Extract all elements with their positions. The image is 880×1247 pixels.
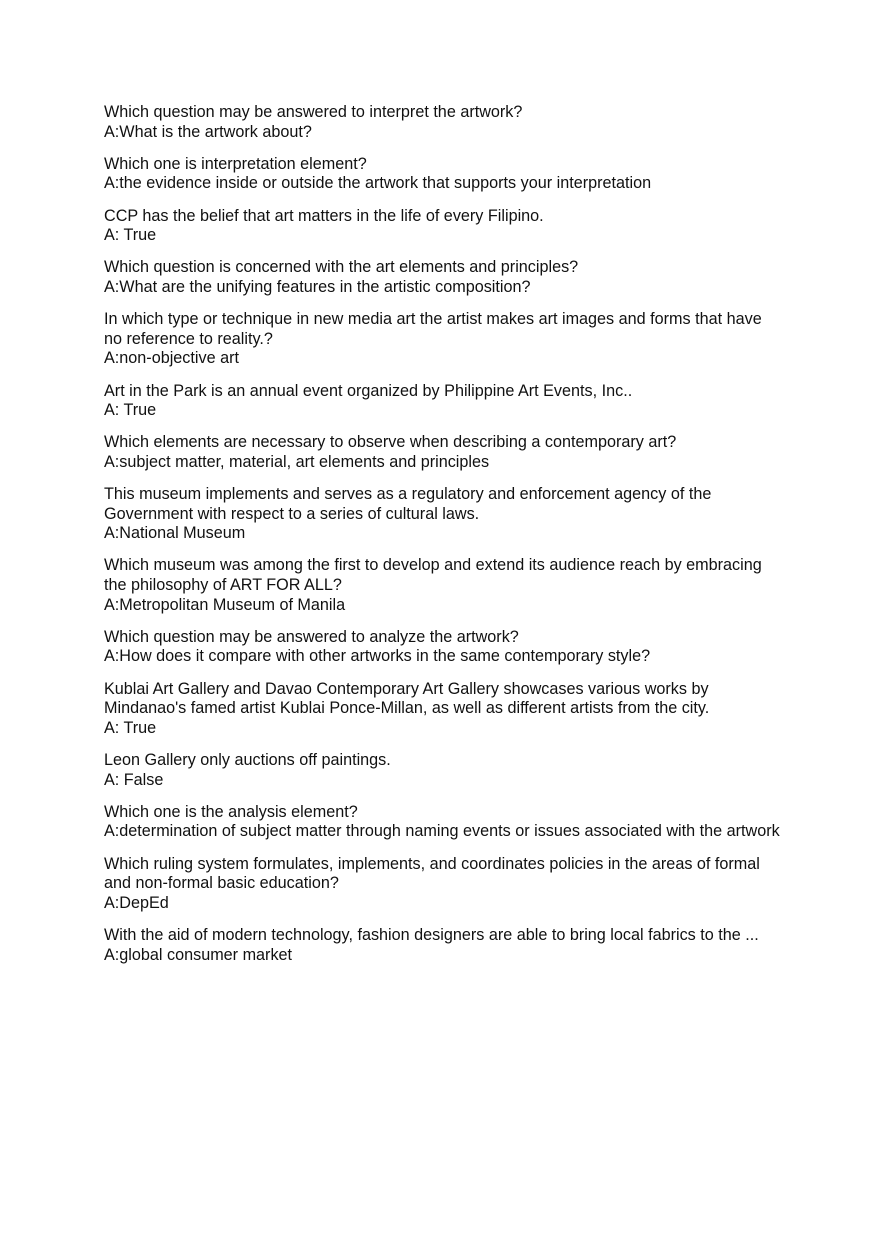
answer-text: A: True — [104, 226, 157, 245]
answer-text: A:What are the unifying features in the artistic composition? — [104, 277, 531, 296]
qa-item-5 — [104, 310, 784, 369]
question-text: CCP has the belief that art matters in the life of every Filipino. — [104, 206, 544, 225]
qa-item-4 — [104, 258, 784, 297]
question-text: Leon Gallery only auctions off paintings. — [104, 750, 391, 769]
answer-text: A:the evidence inside or outside the artwork that supports your interpretation — [104, 174, 652, 193]
qa-item-3 — [104, 207, 784, 246]
question-text: Which one is the analysis element? — [104, 802, 358, 821]
answer-text: A: True — [104, 401, 157, 420]
question-text: Which ruling system formulates, implements, and coordinates policies in the areas of formal and non-formal basic education? — [104, 854, 760, 893]
qa-item-2 — [104, 155, 784, 194]
question-text: Which one is interpretation element? — [104, 154, 367, 173]
question-text: Which museum was among the first to develop and extend its audience reach by embracing the philosophy of ART FOR ALL? — [104, 556, 762, 595]
qa-item-15 — [104, 926, 784, 965]
answer-text: A:National Museum — [104, 524, 246, 543]
qa-item-13 — [104, 803, 784, 842]
qa-item-7 — [104, 433, 784, 472]
qa-item-8 — [104, 485, 784, 544]
qa-item-14 — [104, 855, 784, 914]
answer-text: A: False — [104, 770, 164, 789]
qa-item-11 — [104, 680, 784, 739]
answer-text: A:DepEd — [104, 893, 169, 912]
qa-item-6 — [104, 382, 784, 421]
question-text: Art in the Park is an annual event organized by Philippine Art Events, Inc.. — [104, 381, 633, 400]
question-text: Which question may be answered to analyze the artwork? — [104, 627, 519, 646]
answer-text: A:What is the artwork about? — [104, 122, 312, 141]
question-text: Which question may be answered to interpret the artwork? — [104, 103, 523, 121]
answer-text: A:determination of subject matter through naming events or issues associated with the artwork — [104, 822, 780, 841]
answer-text: A:global consumer market — [104, 945, 293, 964]
question-text: Which elements are necessary to observe when describing a contemporary art? — [104, 433, 677, 452]
qa-item-9 — [104, 556, 784, 615]
question-text: Which question is concerned with the art elements and principles? — [104, 258, 579, 277]
answer-text: A:subject matter, material, art elements and principles — [104, 452, 490, 471]
answer-text: A: True — [104, 718, 157, 737]
question-text: This museum implements and serves as a regulatory and enforcement agency of the Government with respect to a series of cultural laws. — [104, 485, 712, 523]
document-page — [104, 103, 784, 978]
answer-text: A:How does it compare with other artworks in the same contemporary style? — [104, 647, 651, 666]
qa-item-10 — [104, 628, 784, 667]
question-text: With the aid of modern technology, fashion designers are able to bring local fabrics to the ... — [104, 925, 759, 944]
answer-text: A:non-objective art — [104, 349, 239, 368]
answer-text: A:Metropolitan Museum of Manila — [104, 595, 346, 614]
qa-item-12 — [104, 751, 784, 790]
question-text: Kublai Art Gallery and Davao Contemporary Art Gallery showcases various works by Mindanao's famed artist Kublai Ponce-Millan, as well as different artists from the city. — [104, 679, 710, 718]
question-text: In which type or technique in new media art the artist makes art images and forms that have no reference to reality.? — [104, 310, 762, 348]
qa-item-1 — [104, 103, 784, 142]
